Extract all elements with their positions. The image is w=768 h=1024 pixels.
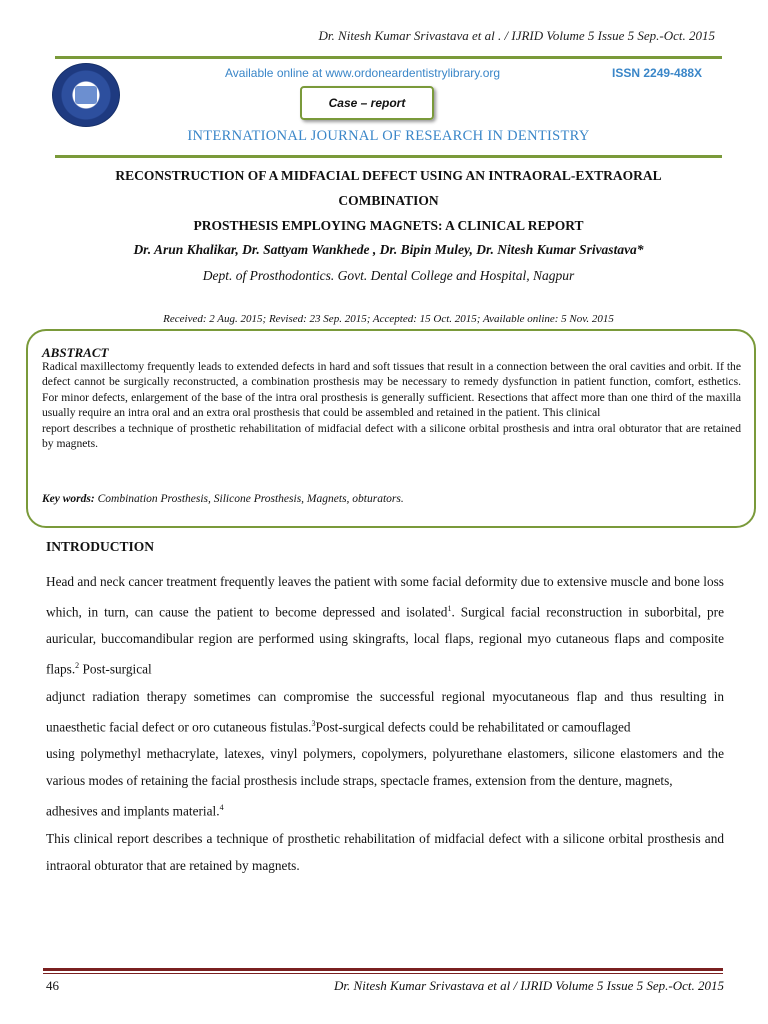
running-header-citation: Dr. Nitesh Kumar Srivastava et al . / IJRID Volume 5 Issue 5 Sep.-Oct. 2015 xyxy=(318,28,715,43)
abstract-paragraph: report describes a technique of prosthetic rehabilitation of midfacial defect with a silicone orbital prosthesis and intra oral obturator that are retained by magnets. xyxy=(42,421,741,451)
body-paragraph xyxy=(46,683,724,740)
abstract-body xyxy=(42,359,741,451)
body-paragraph xyxy=(46,568,724,683)
abstract-paragraph: Radical maxillectomy frequently leads to extended defects in hard and soft tissues that result in a connection between the oral cavities and orbit. If the defect cannot be surgically reconstructed, a combination prosthesis may be necessary to remedy dysfunction in patient function, comfort, esthetics. For minor defects, enlargement of the base of the intra oral prosthesis is generally sufficient. Resections that affect more than one third of the maxilla usually require an intra oral and an extra oral prosthesis that could be assembled and retained in the patient. This clinical xyxy=(42,360,741,420)
article-type-badge: Case – report xyxy=(300,86,434,120)
body-text: Post‑surgical xyxy=(79,661,152,677)
body-paragraph xyxy=(46,794,724,824)
author-list: Dr. Arun Khalikar, Dr. Sattyam Wankhede , Dr. Bipin Muley, Dr. Nitesh Kumar Srivastava* xyxy=(133,242,644,257)
title-line-1: RECONSTRUCTION OF A MIDFACIAL DEFECT USING AN INTRAORAL-EXTRAORAL xyxy=(115,168,662,183)
keywords-list: Combination Prosthesis, Silicone Prosthesis, Magnets, obturators. xyxy=(94,493,404,505)
title-line-2: COMBINATION xyxy=(338,193,439,208)
journal-logo-seal xyxy=(52,63,120,127)
publication-dates: Received: 2 Aug. 2015; Revised: 23 Sep. 2015; Accepted: 15 Oct. 2015; Available online: 5 Nov. 2015 xyxy=(163,313,614,325)
header-rule xyxy=(55,56,722,59)
page-number: 46 xyxy=(46,978,59,993)
citation-ref: 1 xyxy=(447,604,452,613)
keywords xyxy=(42,493,741,505)
citation-ref: 4 xyxy=(219,803,224,813)
journal-name: INTERNATIONAL JOURNAL OF RESEARCH IN DENTISTRY xyxy=(187,128,590,144)
seal-emblem-icon xyxy=(75,86,97,104)
body-paragraph: using polymethyl methacrylate, latexes, vinyl polymers, copolymers, polyurethane elastomers, silicone elastomers and the various modes of retaining the facial prosthesis include straps, spectacle frames, extension from the denture, magnets, xyxy=(46,746,724,789)
abstract-heading: ABSTRACT xyxy=(42,345,109,360)
body-text: Post‑surgical defects could be rehabilitated or camouflaged xyxy=(315,719,631,735)
title-line-3: PROSTHESIS EMPLOYING MAGNETS: A CLINICAL REPORT xyxy=(193,218,584,233)
journal-rule xyxy=(55,155,722,158)
body-text: adjunct radiation therapy sometimes can compromise the successful regional myocutaneous flap and thus resulting in unaesthetic facial defect or oro cutaneous fistulas. xyxy=(46,688,724,735)
footer-rule xyxy=(43,968,723,971)
available-online-text: Available online at www.ordoneardentistrylibrary.org xyxy=(225,66,501,80)
body-paragraph: This clinical report describes a technique of prosthetic rehabilitation of midfacial defect with a silicone orbital prosthesis and intraoral obturator that are retained by magnets. xyxy=(46,830,724,873)
issn-label: ISSN 2249-488X xyxy=(612,66,703,80)
affiliation: Dept. of Prosthodontics. Govt. Dental College and Hospital, Nagpur xyxy=(202,268,575,283)
body-text: Head and neck cancer treatment frequently leaves the patient with some facial deformity due to extensive muscle and bone loss which, in turn, can cause the patient to become depressed and isolated xyxy=(46,574,724,620)
introduction-body xyxy=(46,568,724,879)
footer-citation: Dr. Nitesh Kumar Srivastava et al / IJRID Volume 5 Issue 5 Sep.-Oct. 2015 xyxy=(334,978,724,993)
citation-ref: 2 xyxy=(75,661,80,671)
article-title xyxy=(55,163,722,238)
citation-ref: 3 xyxy=(311,718,316,728)
body-text: adhesives and implants material. xyxy=(46,803,220,819)
body-text: . Surgical facial reconstruction in suborbital, pre auricular, buccomandibular region are performed using skingrafts, local flaps, regional myo cutaneous flaps and composite flaps. xyxy=(46,604,724,677)
keywords-label: Key words: xyxy=(42,493,95,505)
introduction-heading: INTRODUCTION xyxy=(46,539,155,554)
footer-rule-thin xyxy=(43,973,723,974)
